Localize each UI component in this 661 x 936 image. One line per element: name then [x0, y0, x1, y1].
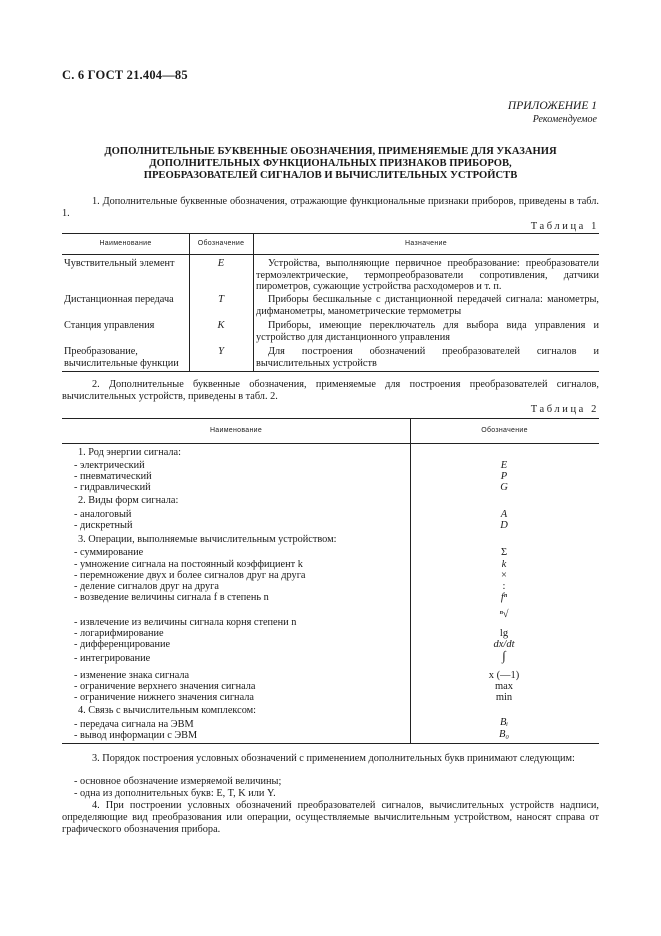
- table2-row-text: - аналоговый: [74, 509, 132, 520]
- table2-row-code: max: [494, 681, 514, 692]
- table2-row-text: - гидравлический: [74, 482, 151, 493]
- table1-row-1-code: E: [217, 258, 225, 269]
- table2-row-text: - ограничение нижнего значения сигнала: [74, 692, 254, 703]
- appendix-block: [508, 100, 597, 126]
- list-item: - одна из дополнительных букв: E, T, K или Y.: [74, 788, 276, 799]
- table2-group-3: 3. Операции, выполняемые вычислительным устройством:: [78, 534, 337, 545]
- table2-row-code: Bᵢ: [499, 717, 509, 728]
- paragraph-1: 1. Дополнительные буквенные обозначения, отражающие функциональные признаки приборов, приведены в табл. 1.: [62, 196, 599, 219]
- table2-header-name: Наименование: [209, 427, 263, 434]
- title-line-2: ДОПОЛНИТЕЛЬНЫХ ФУНКЦИОНАЛЬНЫХ ПРИЗНАКОВ ПРИБОРОВ,: [149, 157, 512, 169]
- table1-header-rule: [62, 254, 599, 255]
- table2-row-code: ×: [501, 570, 507, 581]
- table2-row-code: G: [500, 482, 508, 493]
- table1-row-3-name: Станция управления: [64, 320, 155, 331]
- table2-row-code: dx/dt: [493, 639, 515, 650]
- appendix-label: ПРИЛОЖЕНИЕ 1: [507, 100, 597, 112]
- table2-row-code: ∫: [502, 648, 506, 663]
- table2-row-text: - электрический: [74, 460, 145, 471]
- table2-row-text: - возведение величины сигнала f в степень n: [74, 592, 269, 603]
- table2-row-text: - пневматический: [74, 471, 152, 482]
- table2-row-text: - дискретный: [74, 520, 133, 531]
- document-title: [62, 146, 599, 181]
- table2-row-code: x (—1): [488, 670, 520, 681]
- table2-row-code: fⁿ: [500, 592, 508, 603]
- table1-divider-1: [189, 233, 190, 371]
- table2-row-text: - перемножение двух и более сигналов друг на друга: [74, 570, 306, 581]
- table1-row-3-purpose: Приборы, имеющие переключатель для выбора вида управления и устройство для дистанционного управления: [256, 320, 599, 343]
- paragraph-2: 2. Дополнительные буквенные обозначения, применяемые для построения преобразователей сигналов, вычислительных устройств, приведены в табл. 2.: [62, 379, 599, 402]
- table1-label: Таблица 1: [530, 221, 599, 232]
- table2-header-code: Обозначение: [481, 427, 528, 434]
- list-item: - основное обозначение измеряемой величины;: [74, 776, 282, 787]
- table2-row-code: k: [501, 559, 507, 570]
- table2-row-text: - дифференцирование: [74, 639, 171, 650]
- table2-top-rule: [62, 418, 599, 419]
- table2-row-code: B₀: [498, 729, 510, 740]
- table2-header-rule: [62, 443, 599, 444]
- table2-row-text: - передача сигнала на ЭВМ: [74, 719, 194, 730]
- table1-header-purpose: Назначение: [405, 240, 447, 247]
- table1-header-code: Обозначение: [197, 240, 245, 247]
- table2-group-1: 1. Род энергии сигнала:: [78, 447, 181, 458]
- table1-row-4-code: Y: [218, 346, 224, 357]
- table2-row-code: D: [500, 520, 508, 531]
- table2-row-text: - извлечение из величины сигнала корня степени n: [74, 617, 297, 628]
- table1-row-2-code: T: [218, 294, 224, 305]
- table2-group-4: 4. Связь с вычислительным комплексом:: [78, 705, 257, 716]
- table2-row-text: - умножение сигнала на постоянный коэффициент k: [74, 559, 303, 570]
- page-header: С. 6 ГОСТ 21.404—85: [62, 68, 188, 82]
- table1-bottom-rule: [62, 371, 599, 372]
- table2-row-code: P: [500, 471, 508, 482]
- appendix-note: Рекомендуемое: [532, 114, 597, 125]
- table1-row-4-name: Преобразование, вычислительные функции: [64, 346, 179, 369]
- table2-row-text: - интегрирование: [74, 653, 151, 664]
- title-line-1: ДОПОЛНИТЕЛЬНЫЕ БУКВЕННЫЕ ОБОЗНАЧЕНИЯ, ПРИМЕНЯЕМЫЕ ДЛЯ УКАЗАНИЯ: [104, 146, 557, 157]
- table2-row-text: - ограничение верхнего значения сигнала: [74, 681, 256, 692]
- table1-header-name: Наименование: [99, 240, 152, 247]
- table2-bottom-rule: [62, 743, 599, 744]
- table2-row-code: lg: [499, 628, 509, 639]
- table1-row-4-purpose: Для построения обозначений преобразователей сигналов и вычислительных устройств: [256, 346, 599, 369]
- table1-row-1-purpose: Устройства, выполняющие первичное преобразование: преобразователи термоэлектрические, термопреобразователи сопротивления, датчики пирометров, сужающие устройства расходомеров и т. п.: [256, 258, 599, 293]
- table2-row-code: Σ: [500, 547, 508, 558]
- table2-row-code: :: [502, 581, 506, 592]
- table1-divider-2: [253, 233, 254, 371]
- table2-row-code: A: [500, 509, 508, 520]
- table1-row-3-code: K: [217, 320, 225, 331]
- table2-row-text: - деление сигналов друг на друга: [74, 581, 219, 592]
- table2-label: Таблица 2: [530, 404, 599, 415]
- table2-row-code: min: [495, 692, 513, 703]
- table2-row-text: - суммирование: [74, 547, 144, 558]
- table1-top-rule: [62, 233, 599, 234]
- table2-row-text: - вывод информации с ЭВМ: [74, 730, 198, 741]
- table2-row-code: E: [500, 460, 508, 471]
- title-line-3: ПРЕОБРАЗОВАТЕЛЕЙ СИГНАЛОВ И ВЫЧИСЛИТЕЛЬНЫХ УСТРОЙСТВ: [143, 169, 518, 181]
- table2-row-code: ⁿ√: [499, 609, 509, 620]
- table1-row-1-name: Чувствительный элемент: [64, 258, 175, 269]
- paragraph-4: 4. При построении условных обозначений преобразователей сигналов, вычислительных устройств надписи, определяющие вид преобразования или операции, осуществляемые вычислительным устройством, наносят справа от графического обозначения прибора.: [62, 800, 599, 835]
- table1-row-2-purpose: Приборы бесшкальные с дистанционной передачей сигнала: манометры, дифманометры, манометрические термометры: [256, 294, 599, 317]
- table2-row-text: - изменение знака сигнала: [74, 670, 190, 681]
- table1-row-2-name: Дистанционная передача: [64, 294, 174, 305]
- table2-row-text: - логарифмирование: [74, 628, 164, 639]
- table2-group-2: 2. Виды форм сигнала:: [78, 495, 179, 506]
- paragraph-3: 3. Порядок построения условных обозначений с применением дополнительных букв принимают следующим:: [92, 753, 575, 764]
